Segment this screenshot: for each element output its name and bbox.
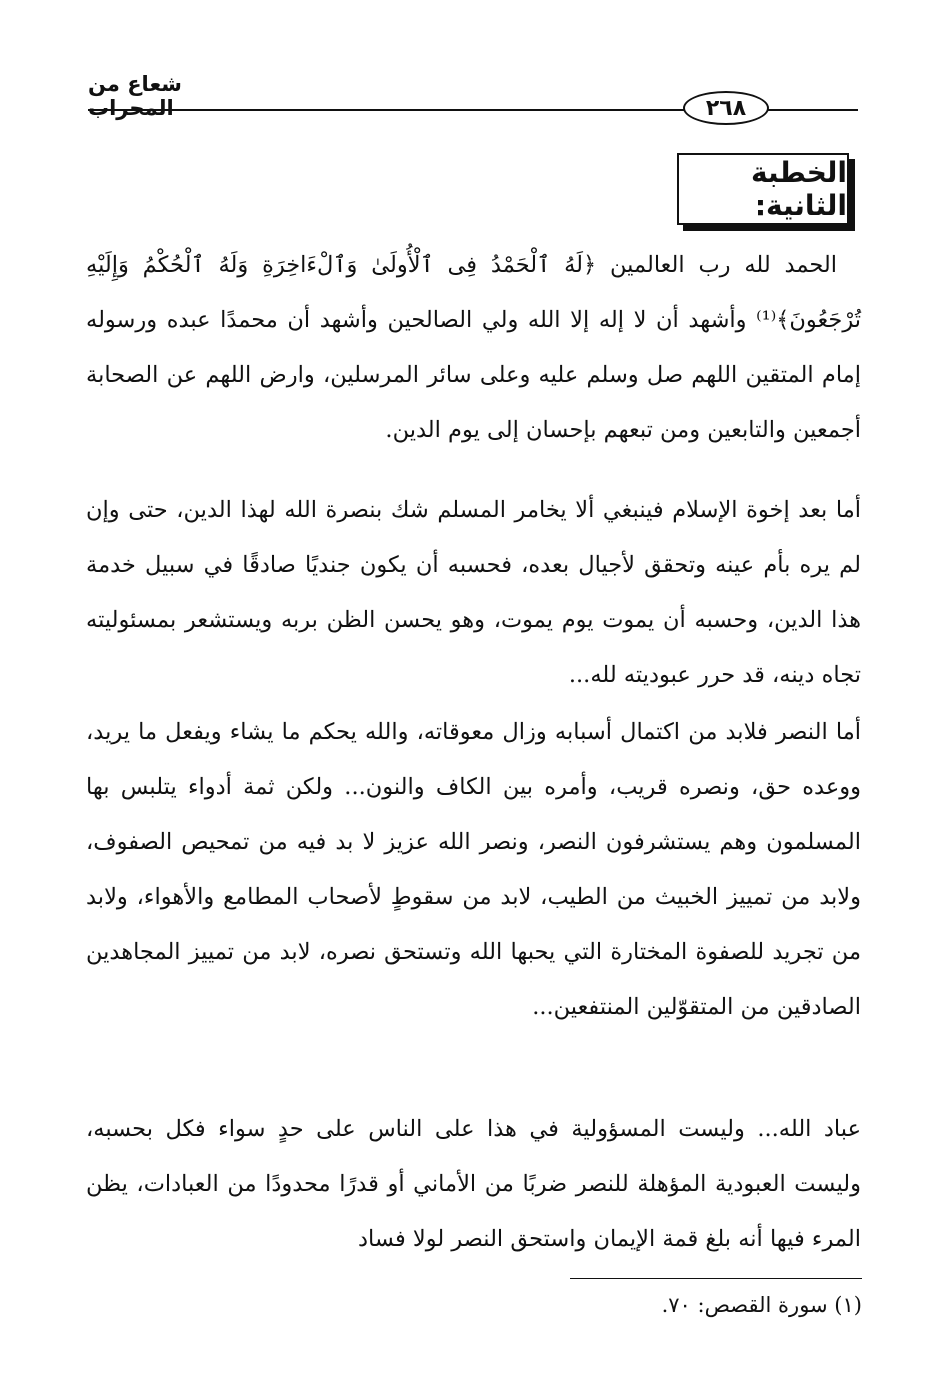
paragraph-3 — [86, 705, 861, 1035]
footnote: (١) سورة القصص: ٧٠. — [661, 1293, 862, 1317]
paragraph-2 — [86, 483, 861, 703]
paragraph-4 — [86, 1102, 861, 1267]
section-heading: الخطبة الثانية: — [677, 153, 849, 225]
footnote-rule — [570, 1278, 862, 1279]
header-rule-left — [88, 109, 684, 111]
running-title: شعاع من المحراب — [88, 72, 182, 120]
paragraph-1 — [86, 238, 861, 458]
paragraph-1-text: الحمد لله رب العالمين ﴿لَهُ ٱلْحَمْدُ فِى ٱلْأُولَىٰ وَٱلْءَاخِرَةِ وَلَهُ ٱلْحُكْمُ وَإِلَيْهِ تُرْجَعُونَ﴾⁽¹⁾ وأشهد أن لا إله إلا الله ولي الصالحين وأشهد أن محمدًا عبده ورسوله إمام المتقين اللهم صل وسلم عليه وعلى سائر المرسلين، وارض اللهم عن الصحابة أجمعين والتابعين ومن تبعهم بإحسان إلى يوم الدين. — [86, 252, 861, 443]
paragraph-2-text: أما بعد إخوة الإسلام فينبغي ألا يخامر المسلم شك بنصرة الله لهذا الدين، حتى وإن لم يره بأم عينه وتحقق لأجيال بعده، فحسبه أن يكون جنديًا صادقًا في سبيل خدمة هذا الدين، وحسبه أن يموت يوم يموت، وهو يحسن الظن بربه ويستشعر بمسئوليته تجاه دينه، قد حرر عبوديته لله... — [86, 497, 861, 688]
header-rule-right — [768, 109, 858, 111]
paragraph-3-text: أما النصر فلابد من اكتمال أسبابه وزال معوقاته، والله يحكم ما يشاء ويفعل ما يريد، ووعده حق، ونصره قريب، وأمره بين الكاف والنون... ولكن ثمة أدواء يتلبس بها المسلمون وهم يستشرفون النصر، ونصر الله عزيز لا بد فيه من تمحيص الصفوف، ولابد من تمييز الخبيث من الطيب، لابد من سقوطٍ لأصحاب المطامع والأهواء، ولابد من تجريد للصفوة المختارة التي يحبها الله وتستحق نصره، لابد من تمييز المجاهدين الصادقين من المتقوّلين المنتفعين... — [86, 719, 861, 1020]
paragraph-4-text: عباد الله... وليست المسؤولية في هذا على الناس على حدٍ سواء فكل بحسبه، وليست العبودية المؤهلة للنصر ضربًا من الأماني أو قدرًا محدودًا من العبادات، يظن المرء فيها أنه بلغ قمة الإيمان واستحق النصر لولا فساد — [86, 1116, 861, 1252]
page-number: ٢٦٨ — [683, 91, 769, 125]
